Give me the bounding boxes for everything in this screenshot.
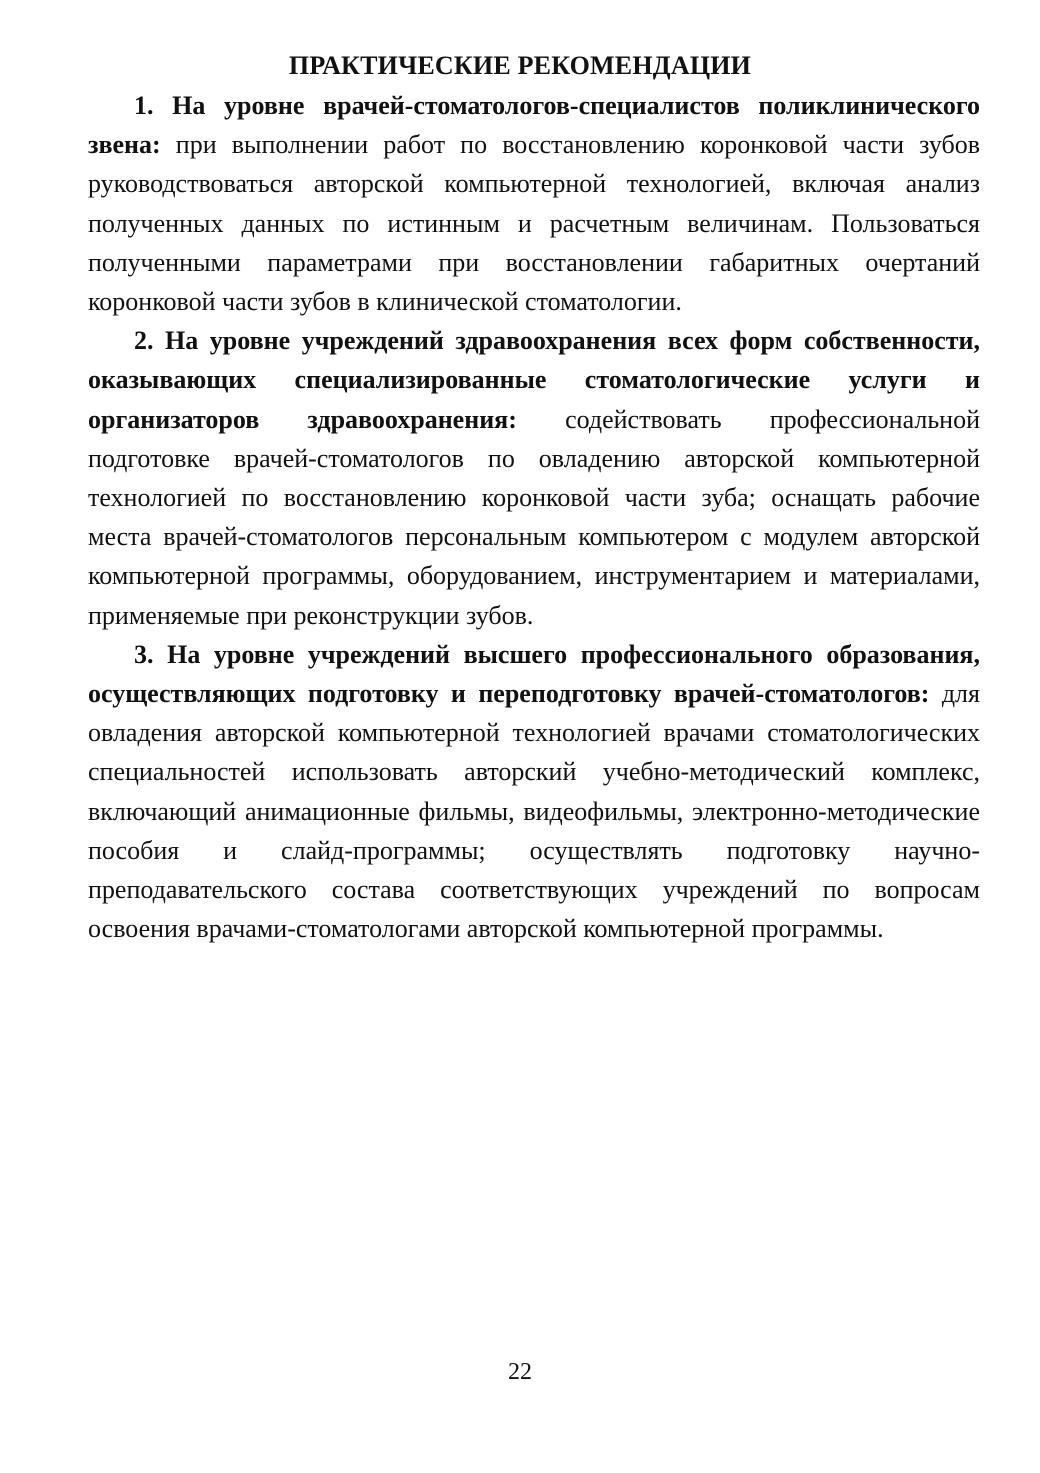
page-number: 22 — [508, 1359, 532, 1385]
recommendations-list — [88, 86, 980, 948]
recommendation-2 — [88, 321, 980, 635]
recommendation-1 — [88, 86, 980, 321]
recommendation-3-text: для овладения авторской компьютерной технологией врачами стоматологических специальностей использовать авторский учебно-методический комплекс, включающий анимационные фильмы, видеофильмы, электронно-методические пособия и слайд-программы; осуществлять подготовку научно-преподавательского состава соответствующих учреждений по вопросам освоения врачами-стоматологами авторской компьютерной программы. — [88, 679, 980, 944]
recommendation-2-number: 2. — [134, 326, 154, 356]
recommendation-3 — [88, 635, 980, 949]
page-title: ПРАКТИЧЕСКИЕ РЕКОМЕНДАЦИИ — [288, 51, 752, 80]
recommendation-2-heading: На уровне учреждений здравоохранения всех форм собственности, оказывающих специализированные стоматологические услуги и организаторов здравоохранения: — [88, 326, 981, 434]
recommendation-1-heading: На уровне врачей-стоматологов-специалистов поликлинического звена: — [88, 91, 980, 160]
recommendation-1-text: при выполнении работ по восстановлению коронковой части зубов руководствоваться авторской компьютерной технологией, включая анализ полученных данных по истинным и расчетным величинам. Пользоваться полученными параметрами при восстановлении габаритных очертаний коронковой части зубов в клинической стоматологии. — [88, 130, 981, 317]
recommendation-3-lead — [88, 640, 980, 708]
recommendation-3-heading: На уровне учреждений высшего профессионального образования, осуществляющих подготовку и переподготовку врачей-стоматологов: — [88, 639, 980, 709]
recommendation-3-number: 3. — [134, 639, 154, 669]
recommendation-2-text: содействовать профессиональной подготовке врачей-стоматологов по овладению авторской компьютерной технологией по восстановлению коронковой части зуба; оснащать рабочие места врачей-стоматологов персональным компьютером с модулем авторской компьютерной программы, оборудованием, инструментарием и материалами, применяемые при реконструкции зубов. — [88, 404, 981, 630]
recommendation-1-number: 1. — [134, 91, 154, 120]
